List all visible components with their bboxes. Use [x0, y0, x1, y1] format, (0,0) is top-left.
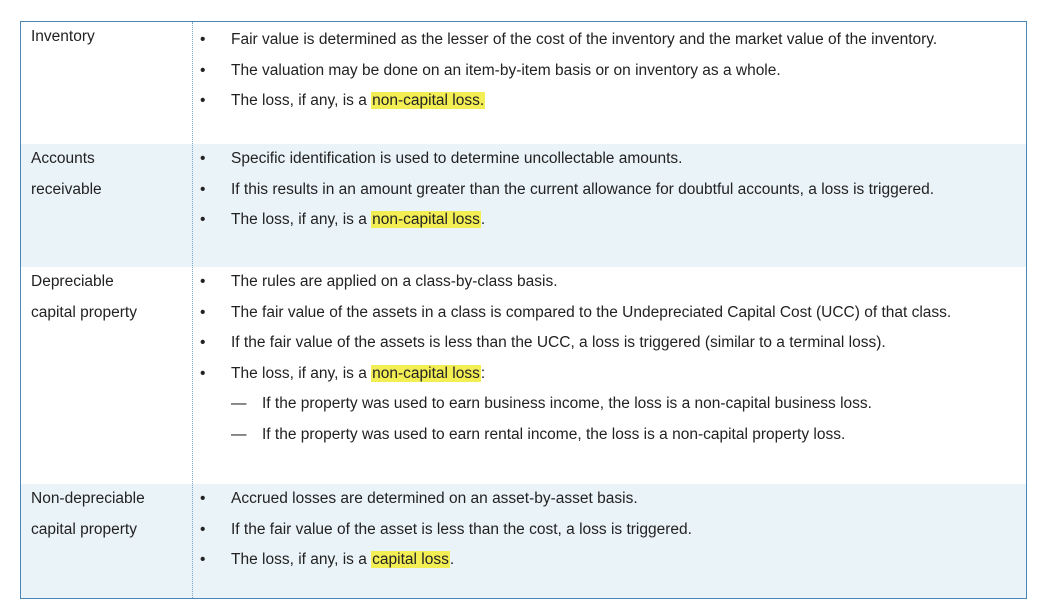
highlighted-term: non-capital loss.	[372, 92, 485, 109]
sub-item-text: If the property was used to earn rental income, the loss is a non-capital property loss.	[262, 425, 846, 443]
item-text: Fair value is determined as the lesser of the cost of the inventory and the market value of the inventory.	[231, 31, 938, 48]
item-text: If the fair value of the asset is less than the cost, a loss is triggered.	[231, 520, 692, 538]
sub-item-text: If the property was used to earn business income, the loss is a non-capital business loss.	[262, 395, 872, 412]
table-row-accounts-receivable	[21, 144, 1026, 267]
item-text: The valuation may be done on an item-by-item basis or on inventory as a whole.	[231, 61, 781, 79]
bullet-icon: •	[200, 520, 206, 538]
loss-rules-table	[20, 21, 1027, 599]
dash-icon: —	[231, 395, 247, 412]
item-text	[231, 359, 1018, 390]
list-item	[200, 25, 1018, 56]
row-label	[31, 267, 189, 328]
bullet-icon: •	[200, 92, 206, 109]
list-item	[200, 56, 1018, 87]
bullet-icon: •	[200, 61, 206, 79]
row-label-line: Accounts	[31, 150, 95, 167]
list-item	[200, 144, 1018, 175]
row-label-line: capital property	[31, 303, 137, 321]
row-label	[31, 144, 189, 205]
bullet-icon: •	[200, 273, 206, 290]
item-text-pre: The loss, if any, is a	[231, 551, 372, 568]
row-content	[200, 484, 1018, 576]
list-item	[200, 267, 1018, 298]
table-row-inventory	[21, 22, 1026, 144]
bullet-icon: •	[200, 334, 206, 351]
row-label-line: Inventory	[31, 28, 95, 45]
list-item	[200, 205, 1018, 236]
item-text-post: .	[480, 211, 486, 228]
item-text: Specific identification is used to determine uncollectable amounts.	[231, 150, 683, 167]
bullet-icon: •	[200, 31, 206, 48]
row-label	[31, 484, 189, 545]
column-divider	[192, 22, 193, 598]
list-item	[200, 545, 1018, 576]
row-label-line: receivable	[31, 180, 102, 198]
item-text: If this results in an amount greater than the current allowance for doubtful accounts, a loss is triggered.	[231, 180, 935, 198]
item-text: The fair value of the assets in a class is compared to the Undepreciated Capital Cost (UCC) of that class.	[231, 303, 952, 321]
bullet-icon: •	[200, 364, 206, 382]
list-item	[200, 515, 1018, 546]
item-text	[231, 86, 1018, 117]
sub-list-item	[200, 420, 1018, 451]
item-text: The rules are applied on a class-by-class basis.	[231, 273, 558, 290]
bullet-icon: •	[200, 211, 206, 228]
highlighted-term: capital loss	[372, 551, 449, 568]
bullet-icon: •	[200, 490, 206, 507]
row-label-line: Depreciable	[31, 273, 114, 290]
highlighted-term: non-capital loss	[372, 211, 480, 228]
row-label-line: capital property	[31, 520, 137, 538]
table-row-non-depreciable-capital-property	[21, 484, 1026, 598]
item-text: If the fair value of the assets is less than the UCC, a loss is triggered (similar to a terminal loss).	[231, 334, 886, 351]
bullet-icon: •	[200, 551, 206, 568]
row-label	[31, 22, 189, 53]
list-item	[200, 175, 1018, 206]
list-item	[200, 359, 1018, 390]
bullet-icon: •	[200, 150, 206, 167]
item-text-post: :	[480, 364, 486, 382]
list-item	[200, 298, 1018, 329]
sub-list-item	[200, 389, 1018, 420]
row-label-line: Non-depreciable	[31, 490, 145, 507]
list-item	[200, 328, 1018, 359]
dash-icon: —	[231, 425, 247, 443]
item-text-pre: The loss, if any, is a	[231, 364, 372, 382]
item-text-post: .	[449, 551, 455, 568]
list-item	[200, 484, 1018, 515]
item-text	[231, 205, 1018, 236]
item-text-pre: The loss, if any, is a	[231, 92, 372, 109]
item-text: Accrued losses are determined on an asset-by-asset basis.	[231, 490, 638, 507]
item-text	[231, 545, 1018, 576]
item-text-pre: The loss, if any, is a	[231, 211, 372, 228]
list-item	[200, 86, 1018, 117]
row-content	[200, 144, 1018, 236]
row-content	[200, 267, 1018, 450]
row-content	[200, 25, 1018, 117]
highlighted-term: non-capital loss	[372, 364, 480, 382]
bullet-icon: •	[200, 180, 206, 198]
table-row-depreciable-capital-property	[21, 267, 1026, 484]
bullet-icon: •	[200, 303, 206, 321]
